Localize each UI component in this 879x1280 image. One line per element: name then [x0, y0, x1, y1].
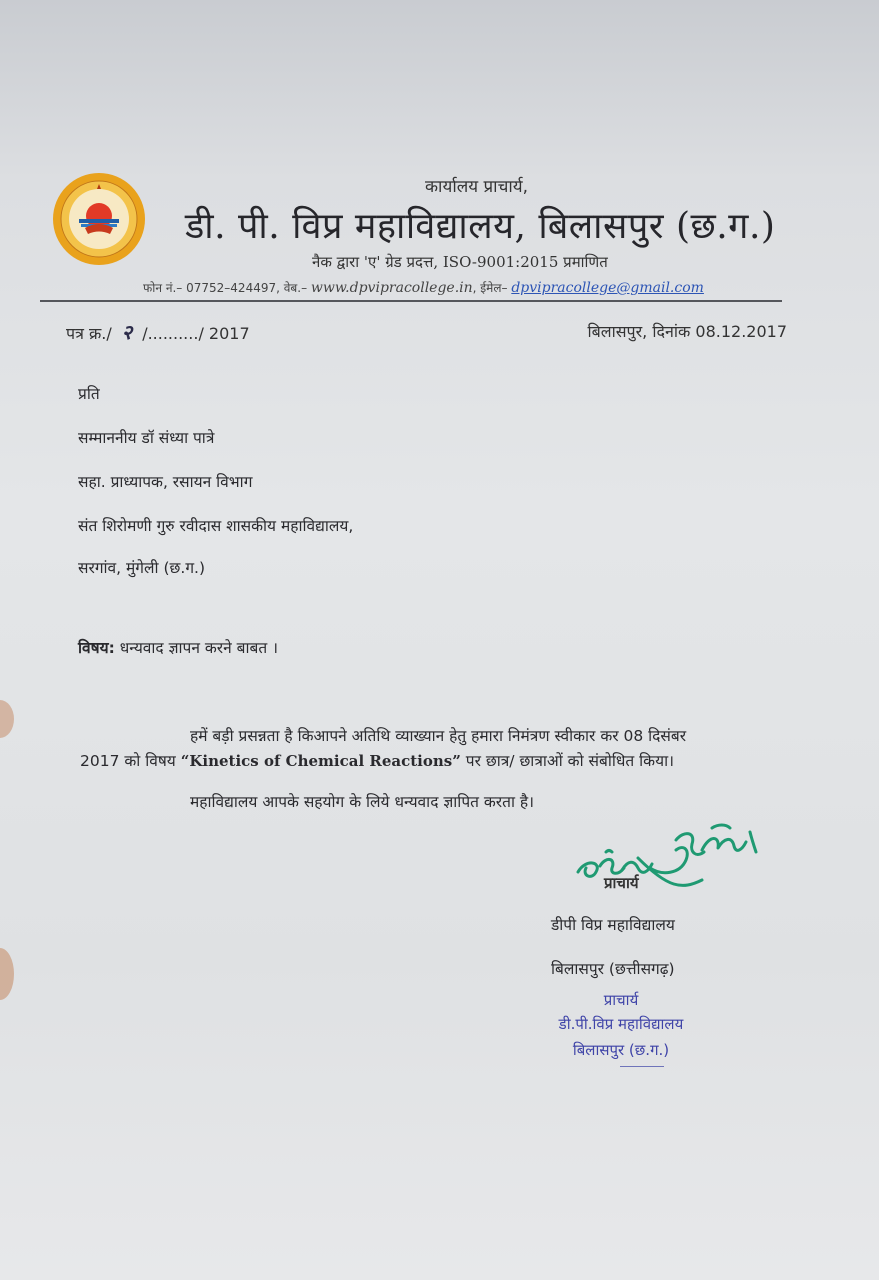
- reference-suffix: /........../ 2017: [142, 324, 250, 343]
- college-name: डी. पी. विप्र महाविद्यालय, बिलासपुर (छ.ग.): [185, 206, 776, 247]
- subject-text: धन्यवाद ज्ञापन करने बाबत ।: [114, 639, 279, 657]
- header-divider: [40, 300, 782, 302]
- stamp-underline: [620, 1066, 664, 1067]
- reference-prefix: पत्र क्र./: [66, 324, 112, 343]
- email-prefix: , ईमेल–: [472, 281, 512, 295]
- email-link[interactable]: dpvipracollege@gmail.com: [511, 280, 704, 296]
- body-line-2: [80, 749, 674, 771]
- recipient-name: सम्माननीय डॉ संध्या पात्रे: [78, 429, 215, 447]
- subject-label: विषय:: [78, 639, 115, 657]
- handwritten-signature: [572, 810, 772, 900]
- website-link[interactable]: www.dpvipracollege.in: [310, 280, 473, 296]
- contact-prefix: फोन नं.– 07752–424497, वेब.–: [143, 281, 311, 295]
- signature-college: डीपी विप्र महाविद्यालय: [551, 916, 675, 934]
- signature-city: बिलासपुर (छत्तीसगढ़): [551, 960, 675, 978]
- recipient-designation: सहा. प्राध्यापक, रसायन विभाग: [78, 473, 253, 491]
- signature-designation: प्राचार्य: [604, 874, 639, 892]
- office-line: कार्यालय प्राचार्य,: [425, 177, 529, 197]
- body-line-1: हमें बड़ी प्रसन्नता है किआपने अतिथि व्याख्यान हेतु हमारा निमंत्रण स्वीकार कर 08 दिसंबर: [190, 727, 687, 745]
- subject-line: [78, 636, 278, 658]
- lecture-topic: “Kinetics of Chemical Reactions”: [180, 752, 461, 770]
- contact-line: [143, 279, 704, 296]
- college-emblem-icon: [52, 172, 146, 266]
- stamp-designation: प्राचार्य: [603, 991, 639, 1009]
- stamp-city: बिलासपुर (छ.ग.): [572, 1041, 670, 1059]
- body-line-2-end: पर छात्र/ छात्राओं को संबोधित किया।: [460, 752, 674, 770]
- recipient-institution: संत शिरोमणी गुरु रवीदास शासकीय महाविद्यालय,: [78, 517, 354, 535]
- handwritten-number: २: [121, 320, 133, 344]
- recipient-place: सरगांव, मुंगेली (छ.ग.): [78, 559, 206, 577]
- body-line-2-start: 2017 को विषय: [80, 752, 181, 770]
- finger-shape: [0, 948, 14, 1000]
- date-line: बिलासपुर, दिनांक 08.12.2017: [587, 322, 787, 341]
- stamp-college: डी.पी.विप्र महाविद्यालय: [558, 1015, 684, 1033]
- finger-shape: [0, 700, 14, 738]
- body-line-3: महाविद्यालय आपके सहयोग के लिये धन्यवाद ज्ञापित करता है।: [190, 793, 535, 811]
- recipient-to: प्रति: [78, 385, 100, 403]
- accreditation-line: नैक द्वारा 'ए' ग्रेड प्रदत्त, ISO-9001:2015 प्रमाणित: [312, 253, 608, 271]
- reference-number: [66, 318, 250, 345]
